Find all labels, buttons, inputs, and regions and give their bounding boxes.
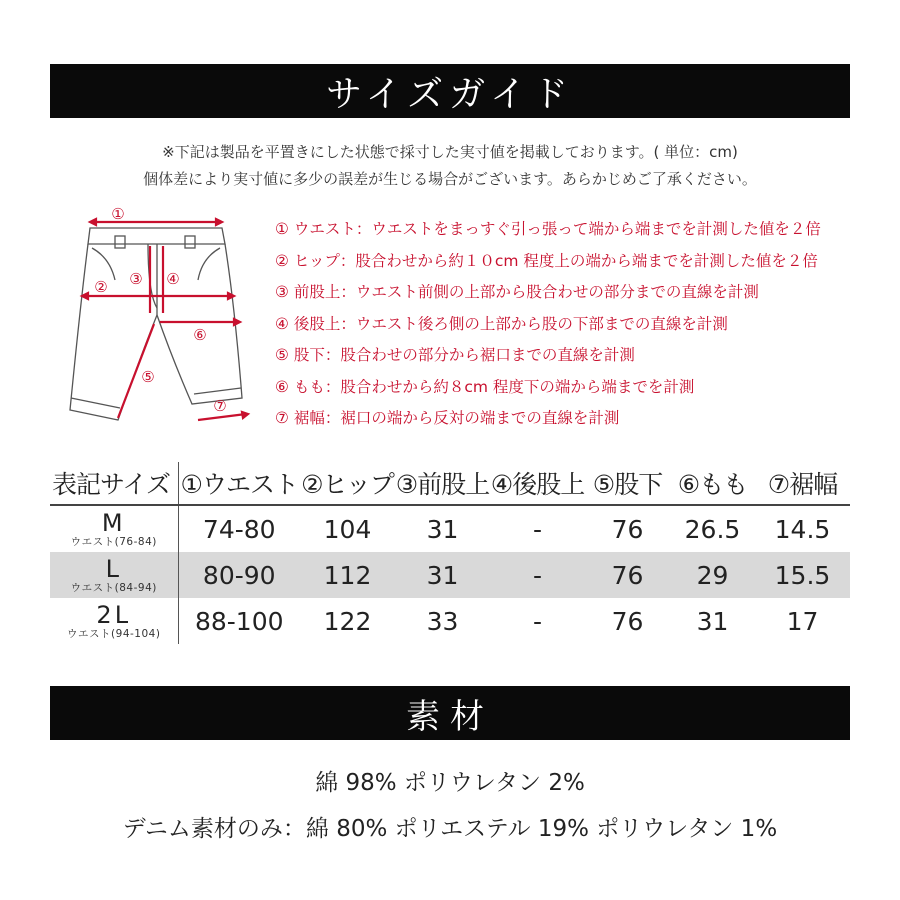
cell-back-rise: - <box>532 606 543 636</box>
cell-thigh: 29 <box>670 552 755 598</box>
table-row <box>50 552 850 598</box>
header-size: 表記サイズ <box>50 462 178 505</box>
size-waist-range: ウエスト(94-104) <box>67 627 161 640</box>
material-composition-denim: デニム素材のみ：綿 80% ポリエステル 19% ポリウレタン 1% <box>122 816 778 842</box>
cell-thigh: 31 <box>696 606 729 636</box>
legend-item-inseam: ⑤ 股下：股合わせの部分から裾口までの直線を計測 <box>275 346 635 364</box>
marker-1: ① <box>111 205 125 223</box>
cell-front-rise: 31 <box>395 552 490 598</box>
cell-hem: 15.5 <box>755 552 850 598</box>
cell-inseam: 76 <box>585 552 670 598</box>
legend-item-hem: ⑦ 裾幅：裾口の端から反対の端までの直線を計測 <box>275 409 620 427</box>
legend-item-waist: ① ウエスト：ウエストをまっすぐ引っ張って端から端までを計測した値を２倍 <box>275 220 821 238</box>
cell-hip: 104 <box>323 514 372 544</box>
marker-5: ⑤ <box>141 368 155 386</box>
marker-7: ⑦ <box>213 397 227 415</box>
table-row <box>50 505 850 552</box>
cell-hip: 112 <box>300 552 395 598</box>
material-composition: 綿 98% ポリウレタン 2% <box>315 770 585 796</box>
cell-waist: 80-90 <box>178 552 300 598</box>
header-back-rise: ④後股上 <box>490 462 585 505</box>
cell-hem: 17 <box>786 606 819 636</box>
cell-thigh: 26.5 <box>684 514 741 544</box>
size-cell <box>50 552 178 598</box>
size-name: M <box>101 508 126 537</box>
marker-2: ② <box>94 278 108 296</box>
measurement-note-line2: 個体差により実寸値に多少の誤差が生じる場合がございます。あらかじめご了承ください。 <box>143 170 757 188</box>
size-name: 2L <box>96 600 132 629</box>
cell-hip: 122 <box>323 606 372 636</box>
cell-front-rise: 33 <box>426 606 459 636</box>
size-cell <box>50 505 178 552</box>
legend-item-back-rise: ④ 後股上：ウエスト後ろ側の上部から股の下部までの直線を計測 <box>275 314 728 333</box>
cell-back-rise: - <box>490 552 585 598</box>
header-hem: ⑦裾幅 <box>755 462 850 505</box>
cell-waist: 74-80 <box>202 514 276 544</box>
cell-back-rise: - <box>532 514 543 544</box>
size-guide-title: サイズガイド <box>325 73 575 115</box>
measurement-note-line1: ※下記は製品を平置きにした状態で採寸した実寸値を掲載しております。( 単位：cm) <box>162 143 738 161</box>
size-table <box>50 462 850 644</box>
size-name: L <box>105 554 122 583</box>
marker-4: ④ <box>166 270 180 288</box>
marker-6: ⑥ <box>193 326 207 344</box>
cell-waist: 88-100 <box>194 606 284 636</box>
measurement-legend <box>275 216 875 437</box>
cell-inseam: 76 <box>611 514 644 544</box>
size-waist-range: ウエスト(76-84) <box>70 535 157 548</box>
header-front-rise: ③前股上 <box>395 462 490 505</box>
header-hip: ②ヒップ <box>300 462 395 505</box>
header-thigh: ⑥もも <box>670 462 755 505</box>
material-title: 素材 <box>406 696 494 737</box>
size-waist-range: ウエスト(84-94) <box>70 581 157 594</box>
material-banner <box>50 686 850 740</box>
size-guide-banner <box>50 64 850 118</box>
header-inseam: ⑤股下 <box>585 462 670 505</box>
marker-3: ③ <box>129 270 143 288</box>
legend-item-thigh: ⑥ もも：股合わせから約８cm 程度下の端から端までを計測 <box>275 377 695 396</box>
cell-inseam: 76 <box>611 606 644 636</box>
legend-item-hip: ② ヒップ：股合わせから約１０cm 程度上の端から端までを計測した値を２倍 <box>275 251 818 270</box>
table-header-row <box>50 462 850 505</box>
header-waist: ①ウエスト <box>178 462 300 505</box>
shorts-measurement-diagram <box>60 198 265 433</box>
table-row <box>50 598 850 644</box>
size-cell <box>50 598 178 644</box>
legend-item-front-rise: ③ 前股上：ウエスト前側の上部から股合わせの部分までの直線を計測 <box>275 283 759 301</box>
cell-front-rise: 31 <box>426 514 459 544</box>
cell-hem: 14.5 <box>774 514 831 544</box>
